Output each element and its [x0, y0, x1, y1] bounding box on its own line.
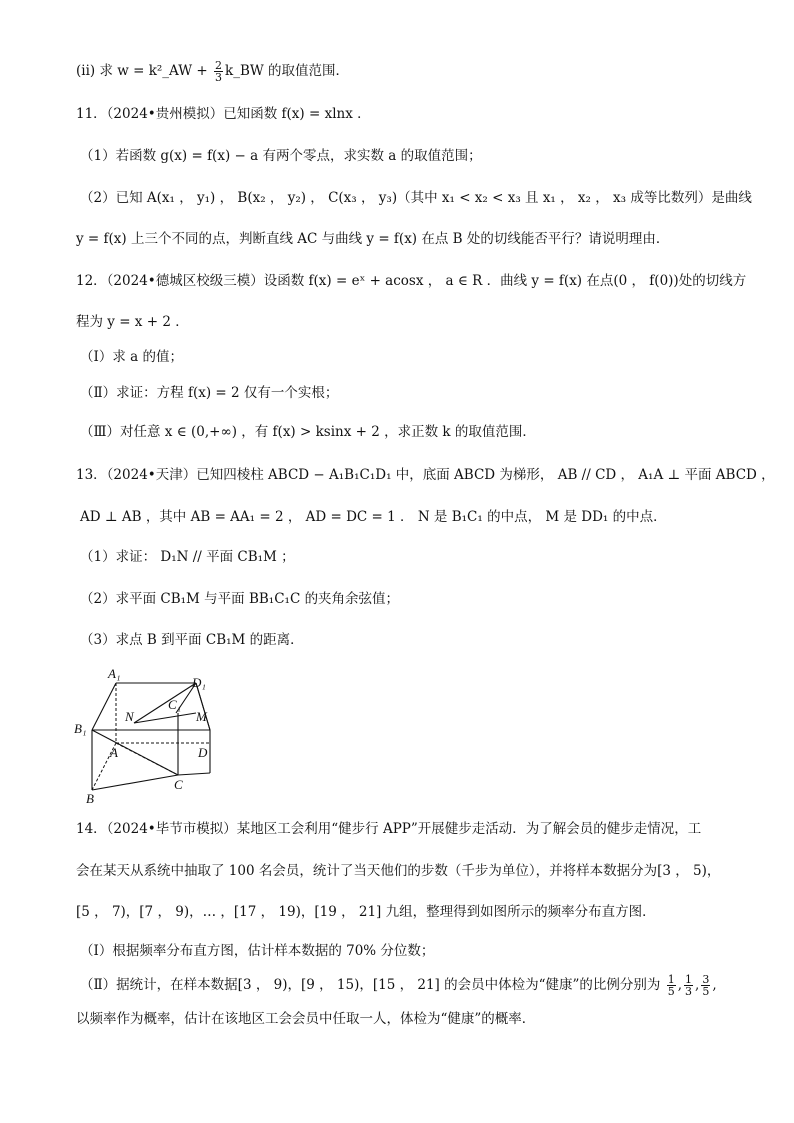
q10-ii-text: (ii) 求 w = k²_AW +: [76, 63, 213, 79]
q14-ii-text: （Ⅱ）据统计，在样本数据[3 ， 9)，[9 ， 15)，[15 ， 21] 的会员中体检为“健康”的比例分别为: [80, 977, 665, 993]
q14-header: 14．（2024•毕节市模拟）某地区工会利用“健步行 APP”开展健步走活动．为了解会员的健步走情况，工: [76, 821, 702, 837]
label-D1: D₁: [192, 675, 206, 690]
q13-header-cont: AD ⊥ AB ，其中 AB = AA₁ = 2 ， AD = DC = 1 ． N 是 B₁C₁ 的中点， M 是 DD₁ 的中点．: [80, 509, 667, 525]
q12-part-1: （Ⅰ）求 a 的值；: [80, 349, 183, 365]
q11-header: 11．（2024•贵州模拟）已知函数 f(x) = xlnx ．: [76, 106, 371, 122]
label-C1: C₁: [168, 697, 182, 712]
label-B1: B₁: [74, 721, 87, 736]
fraction: $\frac{1}{5}$: [667, 973, 675, 998]
q13-part-2: （2）求平面 CB₁M 与平面 BB₁C₁C 的夹角余弦值；: [80, 591, 400, 607]
label-B: B: [86, 791, 94, 805]
prism-figure: [70, 665, 220, 805]
q14-header-cont: 会在某天从系统中抽取了 100 名会员，统计了当天他们的步数（千步为单位），并将样本数据分为[3 ， 5)，: [76, 863, 721, 879]
label-N: N: [125, 709, 134, 724]
q11-part-2: （2）已知 A(x₁ ， y₁) ， B(x₂ ， y₂) ， C(x₃ ， y₃)（其中 x₁ < x₂ < x₃ 且 x₁ ， x₂ ， x₃ 成等比数列）是曲线: [80, 190, 752, 206]
q10-part-ii: [76, 60, 349, 83]
q14-part-2: （Ⅱ）据统计，在样本数据[3 ， 9)，[9 ， 15)，[15 ， 21] 的会员中体检为“健康”的比例分别为 $\frac{1}{5}$ , $\frac{1}{3}$ , $\frac{3}{5}$ ,: [80, 973, 717, 998]
label-D: D: [198, 745, 208, 760]
label-M: M: [196, 709, 207, 724]
q12-header-cont: 程为 y = x + 2 ．: [76, 314, 189, 330]
q13-part-3: （3）求点 B 到平面 CB₁M 的距离．: [80, 632, 304, 648]
q11-part-2-cont: y = f(x) 上三个不同的点，判断直线 AC 与曲线 y = f(x) 在点 B 处的切线能否平行？请说明理由．: [76, 231, 670, 247]
q14-header-cont2: [5 ， 7)，[7 ， 9)，… ，[17 ， 19)，[19 ， 21] 九组，整理得到如图所示的频率分布直方图．: [76, 904, 656, 920]
fraction: $\frac{3}{5}$: [702, 973, 710, 998]
q10-ii-tail: k_BW 的取值范围．: [225, 63, 350, 79]
q14-part-1: （Ⅰ）根据频率分布直方图，估计样本数据的 70% 分位数；: [80, 943, 435, 959]
fraction: $\frac{1}{3}$: [685, 973, 693, 998]
label-A: A: [110, 745, 118, 760]
label-C: C: [174, 777, 183, 792]
q12-part-2: （Ⅱ）求证：方程 f(x) = 2 仅有一个实根；: [80, 385, 339, 401]
q13-part-1: （1）求证： D₁N // 平面 CB₁M ；: [80, 549, 295, 565]
label-A1: A₁: [108, 666, 121, 681]
fraction: $\frac{2}{3}$: [215, 59, 223, 84]
q12-part-3: （Ⅲ）对任意 x ∈ (0,+∞) ，有 f(x) > ksinx + 2 ，求正数 k 的取值范围．: [80, 424, 536, 440]
q14-part-2-cont: 以频率作为概率，估计在该地区工会会员中任取一人，体检为“健康”的概率．: [76, 1011, 536, 1027]
q13-header: 13．（2024•天津）已知四棱柱 ABCD − A₁B₁C₁D₁ 中，底面 ABCD 为梯形， AB // CD ， A₁A ⊥ 平面 ABCD ，: [76, 467, 775, 483]
q11-part-1: （1）若函数 g(x) = f(x) − a 有两个零点，求实数 a 的取值范围；: [80, 148, 482, 164]
q12-header: 12．（2024•德城区校级三模）设函数 f(x) = eˣ + acosx ， a ∈ R ．曲线 y = f(x) 在点(0 ， f(0))处的切线方: [76, 273, 747, 289]
